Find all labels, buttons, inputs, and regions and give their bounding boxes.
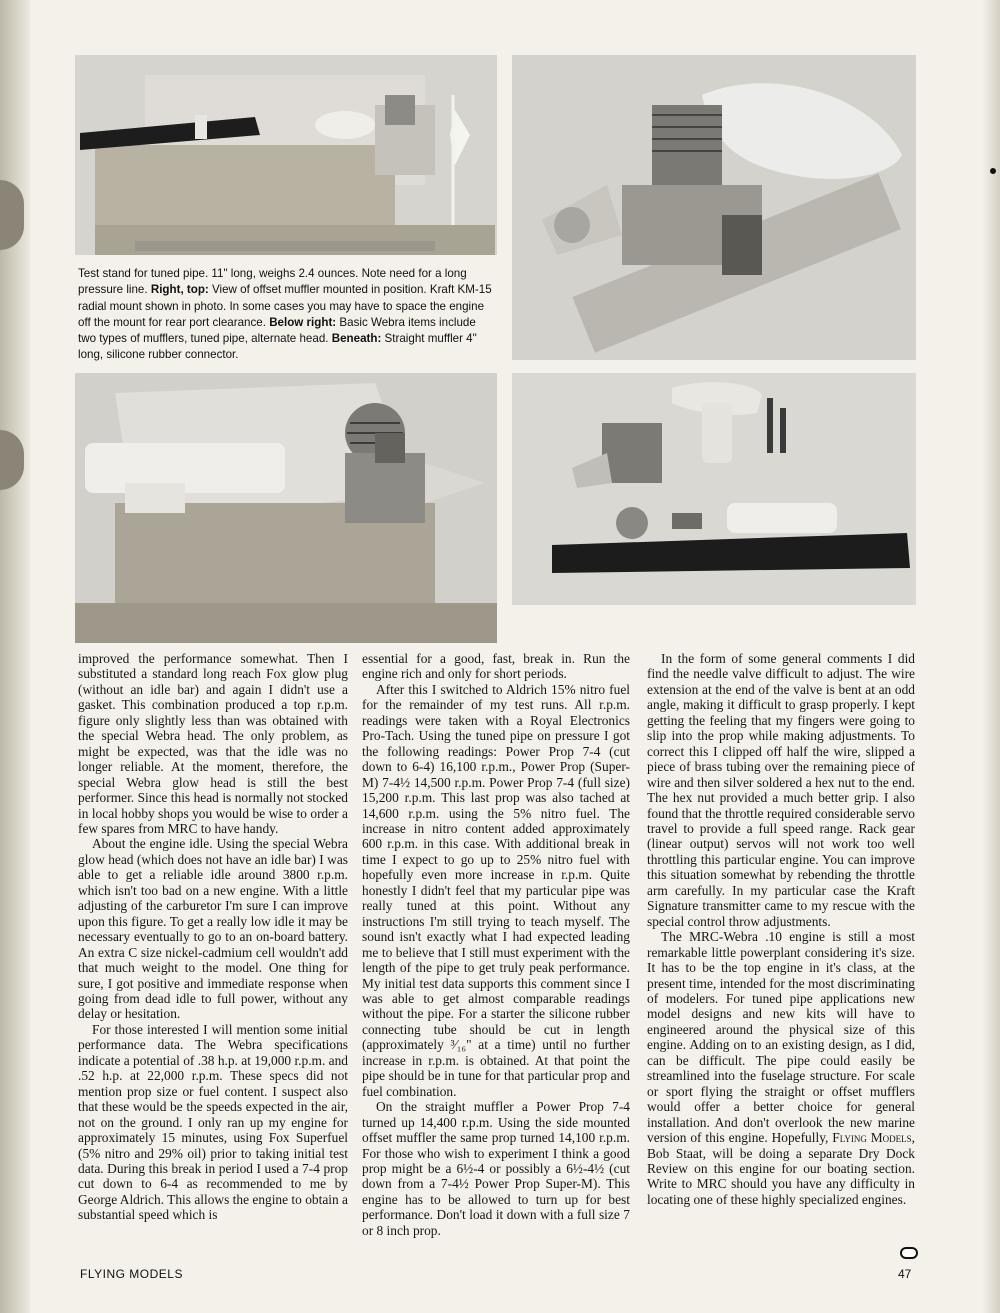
photo-bottom-left [75,373,497,643]
right-edge [982,0,1000,1313]
paragraph-final [647,929,915,1207]
caption-text: View of offset muffler mounted in position. Kraft KM-15 radial mount shown in photo. In some cases you may have to space the engine off the mount for rear port clearance. [78,283,492,329]
caption-text: Test stand for tuned pipe. 11" long, weighs 2.4 ounces. Note need for a long pressure line. [78,267,467,297]
end-of-article-icon [900,1247,918,1259]
magazine-name-inline: Flying Models [832,1130,912,1146]
left-gutter [0,0,30,1313]
edge-dot [990,168,996,174]
paragraph-text: The MRC-Webra .10 engine is still a most remarkable little powerplant considering it's size. It has to be the top engine in it's class, at the present time, intended for the most discriminating of modelers. For tuned pipe applications new model designs and new kits will have to engineered around the physical size of this engine. Adding on to an existing design, as I did, can be difficult. The pipe could easily be streamlined into the fuselage structure. For scale or sport flying the straight or offset mufflers would offer a better choice for general installation. And don't overlook the new marine version of this engine. Hopefully, [647,929,915,1146]
paragraph: On the straight muffler a Power Prop 7-4 turned up 14,400 r.p.m. Using the side mounted offset muffler the same prop turned 14,100 r.p.m. For those who wish to experiment I think a good prop might be a 6½-4 or possibly a 6½-4½ (cut down from a 7-4½ Power Prop Super-M). This engine has to be allowed to turn up for best performance. Don't load it down with a full size 7 or 8 inch prop. [362,1099,630,1238]
article-column-2 [362,651,630,1238]
photo-caption [78,266,496,364]
offset-muffler-engine-image [512,55,916,360]
page-number: 47 [898,1267,912,1281]
webra-parts-layout-image [512,373,916,605]
paragraph: About the engine idle. Using the special Webra glow head (which does not have an idle bar) I was able to get a reliable idle around 3800 r.p.m. which isn't too bad on a new engine. With a little adjusting of the carburetor I'm sure I can improve upon this figure. To get a really low idle it may be necessary eventually to go to an on-board battery. An extra C size nickel-cadmium cell wouldn't add that much weight to the model. One thing for sure, I got positive and immediate response when going from dead idle to full power, without any delay or hesitation. [78,836,348,1022]
article-column-3 [647,651,915,1207]
footer-magazine-name: FLYING MODELS [80,1267,183,1281]
caption-label: Right, top: [150,283,209,297]
paragraph: essential for a good, fast, break in. Run the engine rich and only for short periods. [362,651,630,682]
tuned-pipe-test-stand-image [75,55,497,255]
paragraph: improved the performance somewhat. Then I substituted a standard long reach Fox glow plug (without an idle bar) and again I didn't use a gasket. This combination produced a top r.p.m. figure only slightly less than was obtained with the special Webra head. The only problem, as might be expected, was that the idle was no longer reliable. At the moment, therefore, the special Webra glow head is still the best performer. Since this head is normally not stocked in local hobby shops you would be wise to order a few spares from MRC to have handy. [78,651,348,836]
gutter-shape [0,180,24,250]
gutter-shape [0,430,24,490]
caption-text: Basic Webra items include two types of mufflers, tuned pipe, alternate head. [78,315,476,346]
paragraph-text: , Bob Staat, will be doing a separate Dry Dock Review on this engine for our boating section. Write to MRC should you have any difficulty in locating one of these highly specialized engines. [647,1130,915,1207]
photo-bottom-right [512,373,916,605]
article-column-1 [78,651,348,1223]
caption-label: Beneath: [331,332,382,346]
caption-label: Below right: [269,315,337,329]
paragraph: For those interested I will mention some initial performance data. The Webra specifications indicate a potential of .38 h.p. at 19,000 r.p.m. and .52 h.p. at 22,000 r.p.m. These specs did not mention prop size or fuel content. I suspect also that these would be the speeds expected in the air, not on the ground. I only ran up my engine for approximately 15 minutes, using Fox Superfuel (5% nitro and 29% oil) prior to taking initial test data. During this break in period I used a 7-4 prop cut down to 6-4 as recommended to me by George Aldrich. This allows the engine to obtain a substantial speed which is [78,1021,348,1223]
paragraph: In the form of some general comments I did find the needle valve difficult to adjust. The wire extension at the end of the valve is bent at an odd angle, making it difficult to grasp properly. I kept getting the feeling that my fingers were going to slip into the prop while making adjustments. To correct this I clipped off half the wire, slipped a piece of brass tubing over the remaining piece of wire and then silver soldered a hex nut to the end. The hex nut provided a much better grip. I also found that the throttle required considerable servo travel to provide a full speed range. Rack gear (linear output) servos will not work too well throttling this particular engine. You can improve this situation somewhat by rebending the throttle arm carefully. In my particular case the Kraft Signature transmitter came to my rescue with the special control throw adjustments. [647,651,915,929]
engine-on-test-stand-image [75,373,497,643]
caption-text: Straight muffler 4" long, silicone rubber connector. [78,332,477,362]
photo-top-right [512,55,916,360]
paragraph: After this I switched to Aldrich 15% nitro fuel for the remainder of my test runs. All r.p.m. readings were taken with a Royal Electronics Pro-Tach. Using the tuned pipe on pressure I got the following readings: Power Prop 7-4 (cut down to 6-4) 16,100 r.p.m., Power Prop (Super-M) 7-4½ 14,500 r.p.m. Power Prop 7-4 (full size) 15,200 r.p.m. This last prop was also tached at 14,600 r.p.m. using the 5% nitro fuel. The increase in nitro content added approximately 600 r.p.m. in this case. With additional break in time I expect to go up to 25% nitro fuel with hopefully even more increase in r.p.m. Quite honestly I didn't feel that my particular pipe was really tuned at this point. Without any instructions I'm still trying to teach myself. The sound isn't exactly what I had expected leading me to believe that I still must experiment with the length of the pipe to get truly peak performance. My initial test data supports this comment since I was able to get almost comparable readings without the pipe. For a starter the silicone rubber connecting tube should be cut in length (approximately ³⁄₁₆" at a time) until no further increase in r.p.m. is obtained. At that point the pipe should be in tune for that particular prop and fuel combination. [362,681,630,1099]
photo-top-left [75,55,497,255]
